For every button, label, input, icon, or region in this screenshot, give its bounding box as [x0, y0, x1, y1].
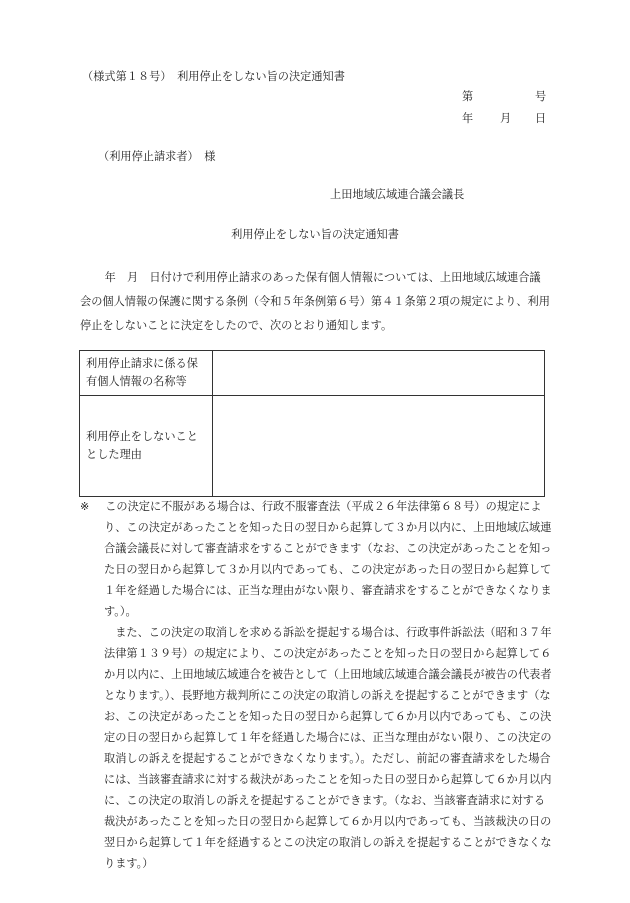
date-year-label: 年: [462, 112, 474, 125]
table-label-reason: 利用停止をしないこととした理由: [80, 396, 213, 497]
table-row: [80, 351, 545, 396]
recipient-line: （利用停止請求者） 様: [98, 150, 216, 163]
table-value-reason[interactable]: [213, 396, 545, 497]
table-row: [80, 396, 545, 497]
note-paragraph-appeal: [80, 496, 552, 622]
page-title: 利用停止をしない旨の決定通知書: [231, 228, 399, 241]
note-text-appeal: この決定に不服がある場合は、行政不服審査法（平成２６年法律第６８号）の規定により、この決定があったことを知った日の翌日から起算して３か月以内に、上田地域広域連合議会議長に対して審査請求をすることができます（なお、この決定があったことを知った日の翌日から起算して３か月以内であっても、この決定があった日の翌日から起算して１年を経過した場合には、正当な理由がない限り、審査請求をすることができなくなります。）。: [104, 500, 552, 618]
body-paragraph: 年 月 日付けで利用停止請求のあった保有個人情報については、上田地域広域連合議会の個人情報の保護に関する条例（令和５年条例第６号）第４１条第２項の規定により、利用停止をしないことに決定をしたので、次のとおり通知します。: [80, 271, 550, 332]
note-paragraph-lawsuit: また、この決定の取消しを求める訴訟を提起する場合は、行政事件訴訟法（昭和３７年法律第１３９号）の規定により、この決定があったことを知った日の翌日から起算して６か月以内に、上田地域広域連合を被告として（上田地域広域連合議会議長が被告の代表者となります。）、長野地方裁判所にこの決定の取消しの訴えを提起することができます（なお、この決定があったことを知った日の翌日から起算して６か月以内であっても、この決定の日の翌日から起算して１年を経過した場合には、正当な理由がない限り、この決定の取消しの訴えを提起することができなくなります。）。ただし、前記の審査請求をした場合には、当該審査請求に対する裁決があったことを知った日の翌日から起算して６か月以内に、この決定の取消しの訴えを提起することができます。（なお、当該審査請求に対する裁決があったことを知った日の翌日から起算して６か月以内であっても、当該裁決の日の翌日から起算して１年を経過するとこの決定の取消しの訴えを提起することができなくなります。）: [104, 626, 552, 870]
table-value-info-name[interactable]: [213, 351, 545, 396]
date-month-label: 月: [500, 112, 512, 125]
date-day-label: 日: [535, 112, 547, 125]
document-number-label: 第: [462, 90, 474, 103]
document-number-suffix: 号: [535, 90, 547, 103]
note-mark: ※: [80, 500, 90, 513]
form-number: （様式第１８号） 利用停止をしない旨の決定通知書: [82, 70, 345, 83]
notes-section: [80, 496, 552, 874]
sender-line: 上田地域広域連合議会議長: [330, 188, 465, 201]
table-label-info-name: 利用停止請求に係る保有個人情報の名称等: [80, 351, 213, 396]
info-table: [79, 350, 545, 497]
